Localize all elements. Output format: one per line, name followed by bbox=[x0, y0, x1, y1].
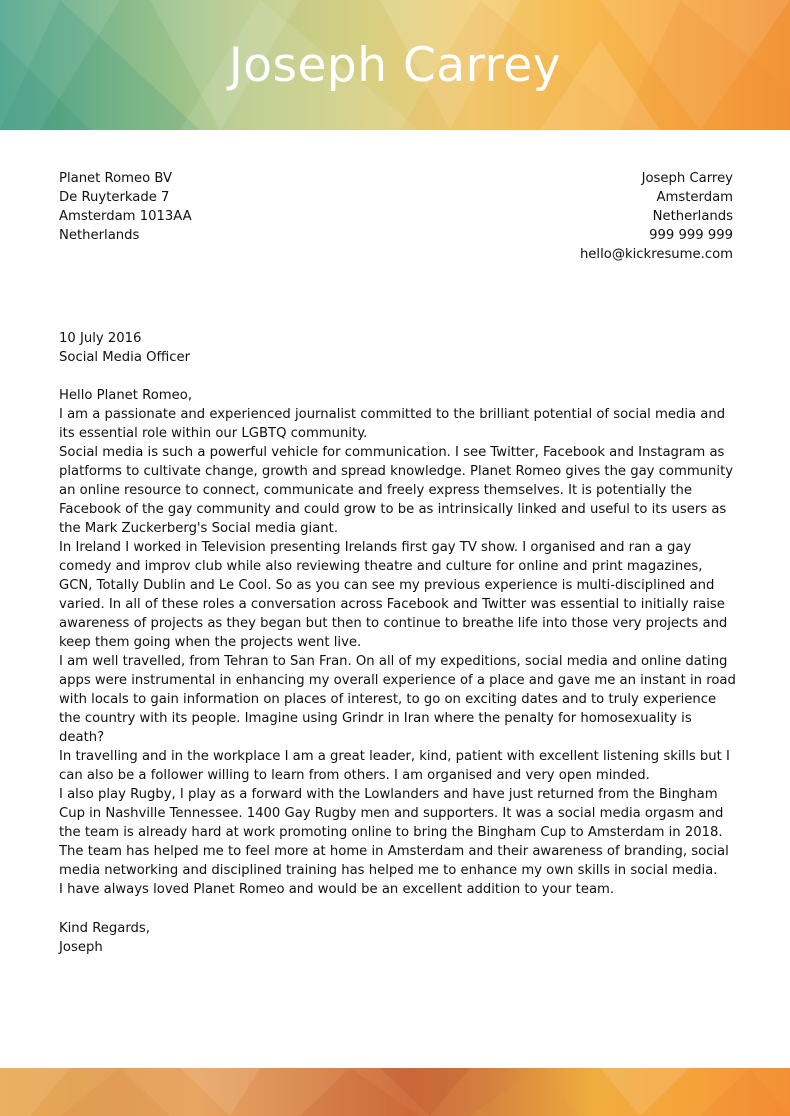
paragraph: I am well travelled, from Tehran to San Fran. On all of my expeditions, social media and online dating apps were instrumental in enhancing my overall experience of a place and gave me an instant in road with locals to gain information on places of interest, to go on exciting dates and to truly experience the country with its people. Imagine using Grindr in Iran where the penalty for homosexuality is death? bbox=[59, 654, 736, 745]
greeting: Hello Planet Romeo, bbox=[59, 388, 193, 403]
recipient-address bbox=[59, 169, 192, 245]
paragraph: I also play Rugby, I play as a forward with the Lowlanders and have just returned from the Bingham Cup in Nashville Tennessee. 1400 Gay Rugby men and supporters. It was a social media orgasm and the team is already hard at work promoting online to bring the Bingham Cup to Amsterdam in 2018. The team has helped me to feel more at home in Amsterdam and their awareness of branding, social media networking and disciplined training has helped me to enhance my own skills in social media. bbox=[59, 787, 729, 878]
signature: Joseph bbox=[59, 940, 103, 955]
paragraph: Social media is such a powerful vehicle for communication. I see Twitter, Facebook and Instagram as platforms to cultivate change, growth and spread knowledge. Planet Romeo gives the gay community an online resource to connect, communicate and freely express themselves. It is potentially the Facebook of the gay community and could grow to be as intrinsically linked and useful to its users as the Mark Zuckerberg's Social media giant. bbox=[59, 445, 734, 536]
closing: Kind Regards, bbox=[59, 921, 150, 936]
sender-phone: 999 999 999 bbox=[649, 228, 733, 243]
sender-country: Netherlands bbox=[652, 209, 733, 224]
footer-banner bbox=[0, 1068, 790, 1116]
paragraph: In Ireland I worked in Television presenting Irelands first gay TV show. I organised and ran a gay comedy and improv club while also reviewing theatre and culture for online and print magazines, GCN, Totally Dublin and Le Cool. So as you can see my previous experience is multi-disciplined and varied. In all of these roles a conversation across Facebook and Twitter was essential to initially raise awareness of projects as they began but then to continue to breathe life into those very projects and keep them going when the projects went live. bbox=[59, 540, 728, 650]
paragraph: In travelling and in the workplace I am a great leader, kind, patient with excellent listening skills but I can also be a follower willing to learn from others. I am organised and very open minded. bbox=[59, 749, 730, 783]
sender-contact bbox=[580, 169, 733, 264]
closing-block bbox=[59, 919, 150, 957]
letter-body bbox=[59, 386, 739, 899]
recipient-line: Amsterdam 1013AA bbox=[59, 209, 192, 224]
paragraph: I am a passionate and experienced journalist committed to the brilliant potential of social media and its essential role within our LGBTQ community. bbox=[59, 407, 726, 441]
position-title: Social Media Officer bbox=[59, 350, 191, 365]
header-banner bbox=[0, 0, 790, 130]
sender-city: Amsterdam bbox=[656, 190, 733, 205]
recipient-line: Planet Romeo BV bbox=[59, 171, 173, 186]
applicant-name: Joseph Carrey bbox=[228, 38, 562, 93]
sender-email[interactable]: hello@kickresume.com bbox=[579, 247, 733, 262]
recipient-line: Netherlands bbox=[59, 228, 140, 243]
letter-meta bbox=[59, 329, 190, 367]
sender-name: Joseph Carrey bbox=[641, 171, 733, 186]
recipient-line: De Ruyterkade 7 bbox=[59, 190, 170, 205]
footer-pattern bbox=[0, 1068, 790, 1116]
paragraph: I have always loved Planet Romeo and would be an excellent addition to your team. bbox=[59, 882, 615, 897]
letter-date: 10 July 2016 bbox=[59, 331, 142, 346]
